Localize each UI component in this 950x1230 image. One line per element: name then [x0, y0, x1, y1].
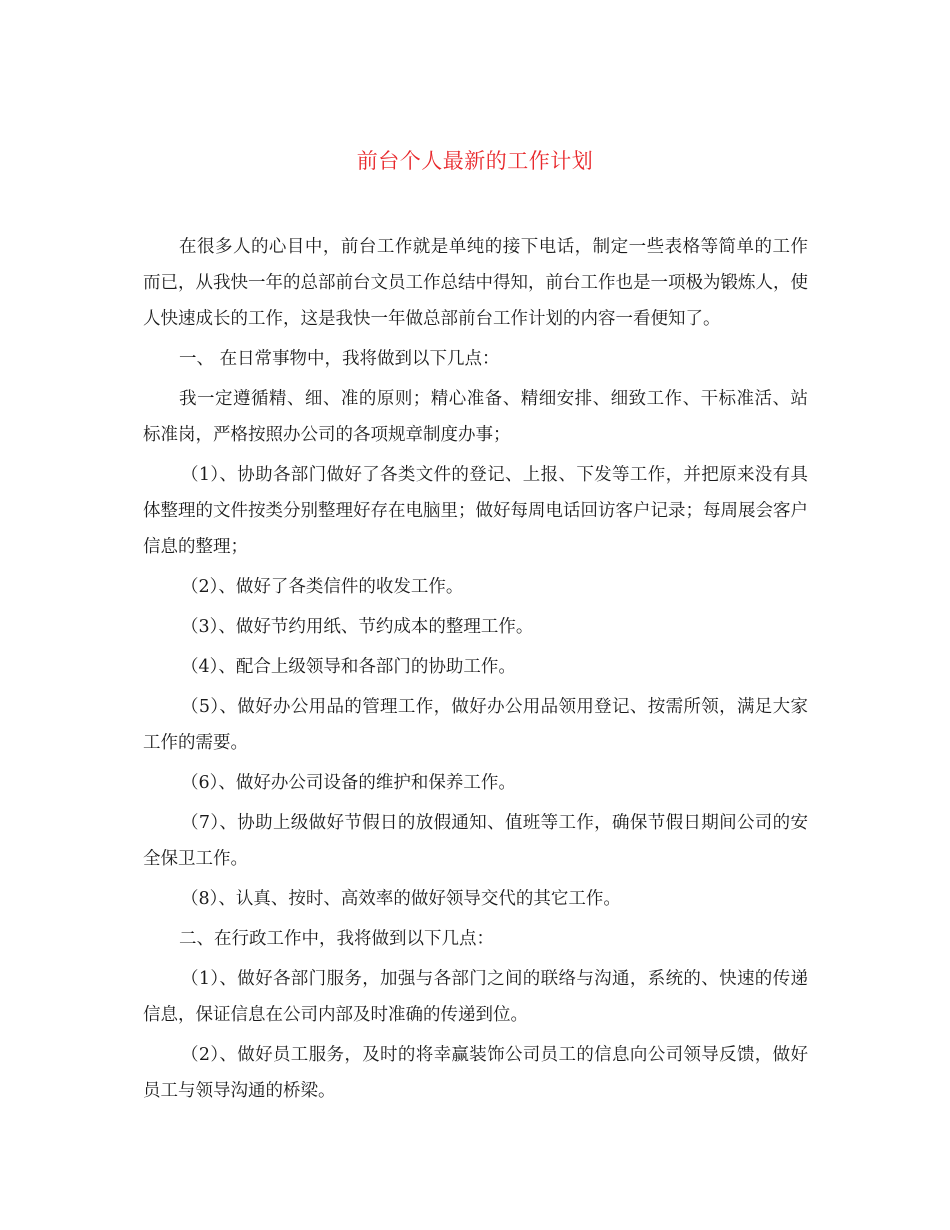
daily-item-3: （3）、做好节约用纸、节约成本的整理工作。 [181, 617, 534, 637]
daily-item-5: （5）、做好办公用品的管理工作，做好办公用品领用登记、按需所领，满足大家工作的需要。 [143, 697, 808, 753]
section-heading-admin-work: 二、在行政工作中，我将做到以下几点： [179, 929, 494, 949]
daily-item-1: （1）、协助各部门做好了各类文件的登记、上报、下发等工作，并把原来没有具体整理的文件按类分别整理好存在电脑里；做好每周电话回访客户记录；每周展会客户信息的整理； [143, 465, 808, 557]
daily-item-6: （6）、做好办公司设备的维护和保养工作。 [181, 773, 516, 793]
daily-item-2: （2）、做好了各类信件的收发工作。 [181, 577, 464, 597]
section-heading-daily-affairs: 一、 在日常事物中，我将做到以下几点： [179, 349, 500, 369]
daily-item-8: （8）、认真、按时、高效率的做好领导交代的其它工作。 [181, 889, 621, 909]
admin-item-2: （2）、做好员工服务，及时的将幸赢装饰公司员工的信息向公司领导反馈，做好员工与领导沟通的桥梁。 [143, 1045, 808, 1101]
daily-item-4: （4）、配合上级领导和各部门的协助工作。 [181, 657, 516, 677]
document-body [143, 229, 808, 1113]
admin-item-1: （1）、做好各部门服务，加强与各部门之间的联络与沟通，系统的、快速的传递信息，保证信息在公司内部及时准确的传递到位。 [143, 969, 808, 1025]
principle-paragraph: 我一定遵循精、细、准的原则；精心准备、精细安排、细致工作、干标准活、站标准岗，严格按照办公司的各项规章制度办事； [143, 389, 808, 445]
daily-item-7: （7）、协助上级做好节假日的放假通知、值班等工作，确保节假日期间公司的安全保卫工作。 [143, 813, 808, 869]
document-title: 前台个人最新的工作计划 [356, 149, 594, 173]
intro-paragraph: 在很多人的心目中，前台工作就是单纯的接下电话，制定一些表格等简单的工作而已，从我快一年的总部前台文员工作总结中得知，前台工作也是一项极为锻炼人，使人快速成长的工作，这是我快一年做总部前台工作计划的内容一看便知了。 [143, 237, 808, 329]
